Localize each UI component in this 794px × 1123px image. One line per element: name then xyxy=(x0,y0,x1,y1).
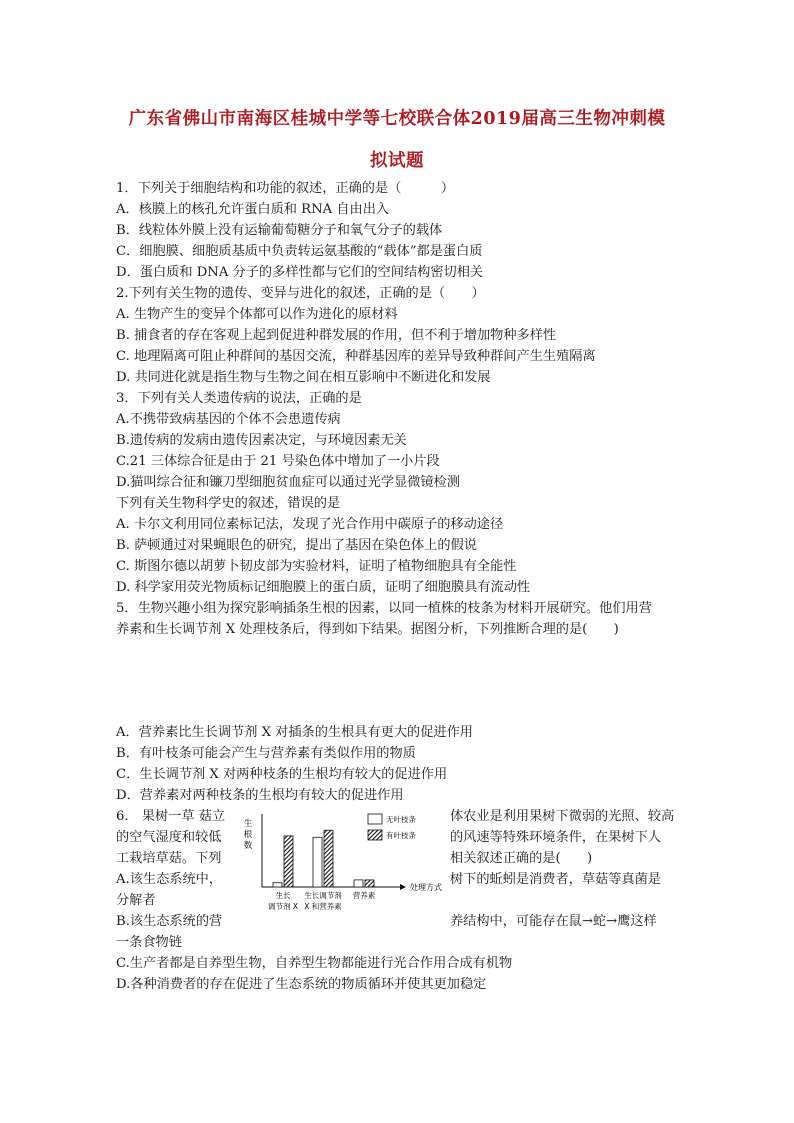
q5-option-a: A．营养素比生长调节剂 X 对插条的生根具有更大的促进作用 xyxy=(116,725,473,740)
q6-stem-left-2: 的空气湿度和较低 xyxy=(116,830,222,845)
q3-option-b: B.遗传病的发病由遗传因素决定，与环境因素无关 xyxy=(116,433,407,448)
y-axis-label-char-3: 数 xyxy=(243,841,253,851)
q4-option-b: B. 萨顿通过对果蝇眼色的研究，提出了基因在染色体上的假说 xyxy=(116,538,477,553)
q6-option-a-right: 树下的蚯蚓是消费者，草菇等真菌是 xyxy=(450,872,661,887)
q2-option-d: D. 共同进化就是指生物与生物之间在相互影响中不断进化和发展 xyxy=(116,370,491,385)
x-tick-label-1-1: X 和营养素 xyxy=(304,902,342,911)
bar-with-leaf-1 xyxy=(324,830,333,887)
q3-stem: 3．下列有关人类遗传病的说法，正确的是 xyxy=(116,391,362,406)
legend-label-no-leaf: 无叶枝条 xyxy=(386,815,416,824)
q5-option-b: B．有叶枝条可能会产生与营养素有类似作用的物质 xyxy=(116,746,416,761)
legend-swatch-with-leaf xyxy=(368,830,382,840)
legend-swatch-no-leaf xyxy=(368,814,382,824)
title-line-2: 拟试题 xyxy=(370,151,424,171)
x-tick-label-1-0: 生长调节剂 xyxy=(304,891,342,900)
q6-stem-right-2: 的风速等特殊环境条件，在果树下人 xyxy=(450,830,661,845)
q6-option-b-left: B.该生态系统的营 xyxy=(116,914,223,929)
q6-option-d: D.各种消费者的存在促进了生态系统的物质循环并使其更加稳定 xyxy=(116,977,487,992)
q4-option-a: A. 卡尔文利用同位素标记法，发现了光合作用中碳原子的移动途径 xyxy=(116,517,504,532)
q3-option-c: C.21 三体综合征是由于 21 号染色体中增加了一小片段 xyxy=(116,454,440,469)
q5-stem-line-1: 5．生物兴趣小组为探究影响插条生根的因素，以同一植株的枝条为材料开展研究。他们用营 xyxy=(116,601,652,616)
legend-label-with-leaf: 有叶枝条 xyxy=(386,831,416,840)
q4-stem: 下列有关生物科学史的叙述，错误的是 xyxy=(116,496,341,511)
q1-option-b: B．线粒体外膜上没有运输葡萄糖分子和氧气分子的载体 xyxy=(116,223,443,238)
bar-with-leaf-2 xyxy=(365,880,374,887)
title-line-1: 广东省佛山市南海区桂城中学等七校联合体2019届高三生物冲刺模 xyxy=(128,109,666,129)
q5-option-c: C．生长调节剂 X 对两种枝条的生根均有较大的促进作用 xyxy=(116,767,448,782)
q6-option-a-cont: 分解者 xyxy=(116,893,156,908)
q3-option-d: D.猫叫综合征和镰刀型细胞贫血症可以通过光学显微镜检测 xyxy=(116,475,460,490)
rooting-bar-chart xyxy=(236,810,444,918)
y-axis-label-char-2: 根 xyxy=(243,830,253,840)
bar-with-leaf-0 xyxy=(284,836,293,887)
q2-stem: 2.下列有关生物的遗传、变异与进化的叙述，正确的是（ ） xyxy=(116,286,485,301)
q6-option-b-cont: 一条食物链 xyxy=(116,935,182,950)
x-tick-label-2-0: 营养素 xyxy=(352,891,376,900)
bars-group xyxy=(273,830,374,887)
q1-option-d: D．蛋白质和 DNA 分子的多样性都与它们的空间结构密切相关 xyxy=(116,265,484,280)
q1-stem: 1．下列关于细胞结构和功能的叙述，正确的是（ ） xyxy=(116,181,455,196)
bar-no-leaf-1 xyxy=(313,837,322,887)
x-tick-label-0-0: 生长 xyxy=(275,891,291,900)
x-tick-label-0-1: 调节剂 X xyxy=(267,902,299,911)
q1-option-c: C．细胞膜、细胞质基质中负责转运氨基酸的“载体”都是蛋白质 xyxy=(116,244,483,259)
q2-option-a: A. 生物产生的变异个体都可以作为进化的原材料 xyxy=(116,307,398,322)
q6-stem-right-1: 体农业是利用果树下微弱的光照、较高 xyxy=(450,809,675,824)
q2-option-c: C. 地理隔离可阻止种群间的基因交流，种群基因库的差异导致种群间产生生殖隔离 xyxy=(116,349,596,364)
q2-option-b: B. 捕食者的存在客观上起到促进种群发展的作用，但不利于增加物种多样性 xyxy=(116,328,557,343)
q6-stem-right-3: 相关叙述正确的是( ) xyxy=(450,851,593,866)
q6-option-b-right: 养结构中，可能存在鼠→蛇→鹰这样 xyxy=(450,914,657,929)
q6-option-a-left: A.该生态系统中， xyxy=(116,872,223,887)
q6-option-c: C.生产者都是自养型生物，自养型生物都能进行光合作用合成有机物 xyxy=(116,956,513,971)
q6-stem-left-3: 工栽培草菇。下列 xyxy=(116,851,222,866)
x-tick-labels xyxy=(268,890,376,911)
q6-stem-left-1: 6. 果树一草 菇立 xyxy=(116,809,226,824)
q5-stem-line-2: 养素和生长调节剂 X 处理枝条后，得到如下结果。据图分析，下列推断合理的是( ) xyxy=(116,622,619,637)
x-axis-arrow xyxy=(400,884,406,890)
q4-option-d: D. 科学家用荧光物质标记细胞膜上的蛋白质，证明了细胞膜具有流动性 xyxy=(116,580,531,595)
bar-no-leaf-2 xyxy=(354,880,363,887)
q1-option-a: A．核膜上的核孔允许蛋白质和 RNA 自由出入 xyxy=(116,202,390,217)
q3-option-a: A.不携带致病基因的个体不会患遗传病 xyxy=(116,412,341,427)
y-axis-label-char-1: 生 xyxy=(243,819,253,829)
q5-option-d: D．营养素对两种枝条的生根均有较大的促进作用 xyxy=(116,788,404,803)
q4-option-c: C. 斯图尔德以胡萝卜韧皮部为实验材料，证明了植物细胞具有全能性 xyxy=(116,559,517,574)
bar-no-leaf-0 xyxy=(273,883,282,887)
x-axis-label: 处理方式 xyxy=(410,883,442,892)
